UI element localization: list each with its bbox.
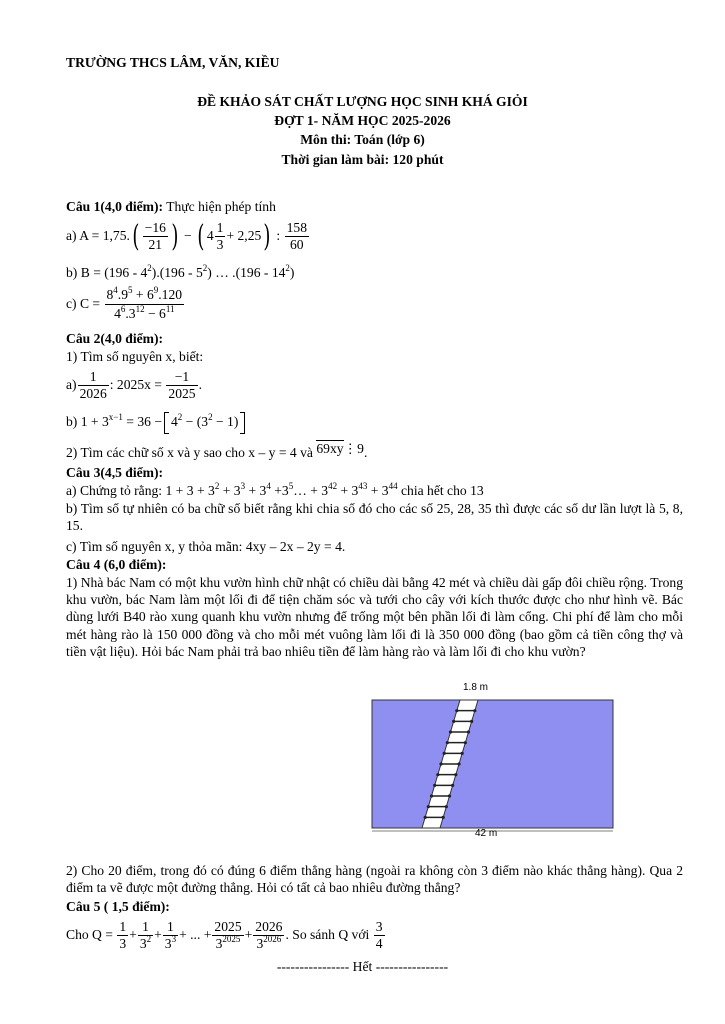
walkway-dot <box>449 730 452 733</box>
exam-subject: Môn thi: Toán (lớp 6) <box>300 132 425 147</box>
q1-a-frac1: $\frac{-16}{21}$ <box>144 220 166 253</box>
walkway-dot <box>442 816 445 819</box>
q2-a-frac1: $\frac{1}{2026}$ <box>79 369 107 402</box>
q2-p1: 1) Tìm số nguyên x, biết: <box>66 349 204 364</box>
q4-p2: 2) Cho 20 điểm, trong đó có đúng 6 điểm thẳng hàng (ngoài ra không còn 3 điểm nào khác thẳng hàng). Qua 2 điểm ta vẽ được một đường thẳng. Hỏi có tất cả bao nhiêu đường thẳng? <box>66 863 683 896</box>
walkway-dot <box>454 773 457 776</box>
walkway-dot <box>448 794 451 797</box>
exam-title: ĐỀ KHẢO SÁT CHẤT LƯỢNG HỌC SINH KHÁ GIỎI <box>197 94 528 109</box>
walkway-dot <box>473 709 476 712</box>
q4-heading: Câu 4 (6,0 điểm): <box>66 557 167 572</box>
garden-rect <box>372 700 613 828</box>
walkway-dot <box>436 773 439 776</box>
q2-p2: 2) Tìm các chữ số x và y sao cho x – y = 4 và 69xy⋮9. <box>66 441 368 460</box>
garden-figure <box>370 680 615 840</box>
q3-a: a) Chứng tỏ rằng: $1 + 3 + 3^2 + 3^3 + 3^4$ $+3^5\dots + 3^{42} + 3^{43} + 3^{44}$ chia hết cho 13 <box>66 481 484 498</box>
q2-a-frac2: $\frac{-1}{2025}$ <box>168 369 196 402</box>
walkway-dot <box>464 741 467 744</box>
walkway-dot <box>433 784 436 787</box>
walkway-dot <box>452 720 455 723</box>
q1-heading-line <box>66 198 276 215</box>
fig-bottom-label: 42 m <box>475 828 498 839</box>
walkway-dot <box>461 752 464 755</box>
q1-c: c) C = $\frac{8^4.9^5 + 6^9.120}{4^6.3^{12} - 6^{11}}$ <box>66 285 183 322</box>
walkway-dot <box>424 816 427 819</box>
q1-a-mixed-frac: $\frac{1}{3}$ <box>216 220 224 253</box>
q5-heading: Câu 5 ( 1,5 điểm): <box>66 899 170 914</box>
q1-a-frac3: $\frac{158}{60}$ <box>286 220 307 253</box>
school-name: TRƯỜNG THCS LÂM, VĂN, KIỀU <box>66 55 280 70</box>
walkway-dot <box>451 784 454 787</box>
walkway-dot <box>467 730 470 733</box>
q2-number-overline: 69xy <box>316 441 344 456</box>
walkway-dot <box>430 794 433 797</box>
walkway-dot <box>457 762 460 765</box>
q1-b: b) $B = (196 - 4^2).(196 - 5^2)$ … $.(196 - 14^2)$ <box>66 263 295 280</box>
q3-heading: Câu 3(4,5 điểm): <box>66 465 164 480</box>
walkway-dot <box>470 720 473 723</box>
exam-time: Thời gian làm bài: 120 phút <box>281 152 444 167</box>
q2-b: b) $1 + 3^{x-1} = 36 - 4^2 - (3^2 - 1)$ <box>66 412 247 434</box>
exam-round: ĐỢT 1- NĂM HỌC 2025-2026 <box>274 113 451 128</box>
walkway-dot <box>446 741 449 744</box>
footer-end: ---------------- Hết ---------------- <box>276 959 449 974</box>
garden-figure-svg <box>370 680 615 840</box>
walkway-dot <box>455 709 458 712</box>
walkway-dot <box>445 805 448 808</box>
q1-a: a) A = 1,75.( $\frac{-16}{21}$ ) − ( 4 $\frac{1}{3}$ + 2,25) : $\frac{158}{60}$ <box>66 218 307 254</box>
q1-instruction: Thực hiện phép tính <box>163 199 276 214</box>
q2-a: a) $\frac{1}{2026}$ : 2025x = $\frac{-1}{2025}$ . <box>66 369 202 402</box>
walkway-dot <box>427 805 430 808</box>
q2-heading: Câu 2(4,0 điểm): <box>66 331 164 346</box>
fig-top-label: 1.8 m <box>463 682 489 693</box>
walkway-dot <box>439 762 442 765</box>
q1-c-fraction: $\frac{8^4.9^5 + 6^9.120}{4^6.3^{12} - 6^{11}}$ <box>106 285 183 322</box>
q4-p1: 1) Nhà bác Nam có một khu vườn hình chữ nhật có chiều dài bằng 42 mét và chiều dài gấp đôi chiều rộng. Trong khu vườn, bác Nam làm một lối đi để tiện chăm sóc và tưới cho cây với kích thước được cho như hình vẽ. Bác dùng lưới B40 rào xung quanh khu vườn nhưng để trống một bên phần lối đi làm cổng. Chi phí để làm cho mỗi mét hàng rào là 150 000 đồng và cho mỗi mét vuông làm lối đi là 350 000 đồng (bao gồm cả tiền công thợ và tiền vật liệu). Hỏi bác Nam phải trả bao nhiêu tiền để làm hàng rào và làm lối đi cho khu vườn? <box>66 575 683 659</box>
walkway-dot <box>443 752 446 755</box>
q1-heading: Câu 1(4,0 điểm): <box>66 199 164 214</box>
q3-c: c) Tìm số nguyên x, y thỏa mãn: 4xy – 2x – 2y = 4. <box>66 539 346 554</box>
q3-b: b) Tìm số tự nhiên có ba chữ số biết rằng khi chia số đó cho các số 25, 28, 35 thì được các số dư lần lượt là 5, 8, 15. <box>66 501 683 534</box>
q1-a-prefix: a) A = 1,75. <box>66 228 130 243</box>
q5-expression: Cho Q = $\frac{1}{3}$ + $\frac{1}{3^2}$ + $\frac{1}{3^3}$ + ... + $\frac{2025}{3^{2025}}$ + $\frac{2026}{3^{2026}}$ . So sánh Q với $\frac{3}{4}$ <box>66 919 383 952</box>
